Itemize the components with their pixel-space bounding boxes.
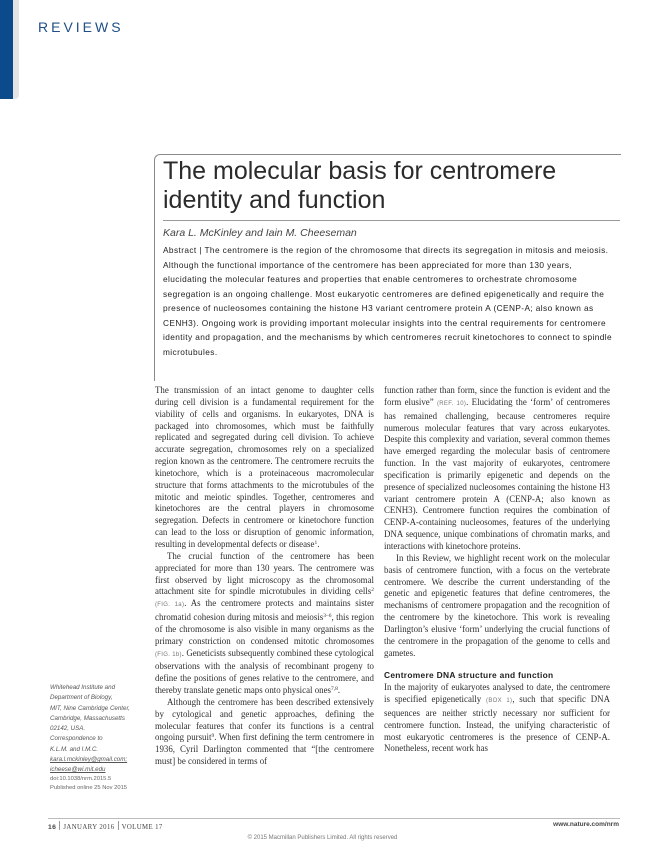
email-link[interactable]: kara.l.mckinley@gmail.com; <box>50 756 128 764</box>
body-column-1 <box>155 385 374 768</box>
paragraph-text: In the majority of eukaryotes analysed to date, the centromere is specified epigenetically <box>384 682 610 705</box>
footer-divider <box>48 818 620 819</box>
affiliation-line: K.L.M. and I.M.C. <box>50 745 99 753</box>
copyright-notice: © 2015 Macmillan Publishers Limited. All rights reserved <box>247 835 398 841</box>
box-ref-link[interactable]: (BOX 1) <box>486 698 513 705</box>
paragraph-text: The transmission of an intact genome to daughter cells during cell division is a fundamental requirement for the viability of cells and organisms. In eukaryotes, DNA is packaged into chromosomes, which must be faithfully replicated and segregated during cell division. To achieve accurate segregation, chromosomes rely on a specialized region known as the centromere. The centromere recruits the kinetochore, which is a proteinaceous macromolecular structure that forms attachments to the microtubules of the mitotic and meiotic spindles. Together, centromeres and kinetochores are the central players in chromosome segregation. Defects in centromere or kinetochore function can lead to the loss or disruption of genomic information, resulting in developmental defects or disease <box>155 385 374 549</box>
citation[interactable]: 3–6 <box>323 613 332 620</box>
citation[interactable]: 7,8 <box>330 686 338 693</box>
figure-ref-link[interactable]: (FIG. 1b) <box>155 651 182 658</box>
citation[interactable]: 1 <box>314 539 318 546</box>
body-column-2 <box>384 385 610 755</box>
section-color-bar <box>0 0 13 99</box>
doi[interactable]: doi:10.1038/nrm.2015.5 <box>50 776 112 782</box>
paragraph-text: . When first defining the term centromere in 1936, Cyril Darlington commented that “[the centromere must] be considered in terms of <box>155 732 375 767</box>
citation[interactable]: 9 <box>211 733 215 740</box>
abstract <box>163 243 615 359</box>
affiliation-line: Cambridge, Massachusetts <box>50 714 125 722</box>
issue-date: JANUARY 2016 <box>63 824 115 831</box>
paragraph-text: . <box>317 538 320 549</box>
published-date: Published online 25 Nov 2015 <box>50 785 128 791</box>
page-number: 16 <box>48 824 57 831</box>
paragraph-text: . Geneticists subsequently combined these cytological observations with the analysis of recombinant progeny to define the positions of genes relative to the centromere, and thereby translate genetic maps onto physical ones <box>155 647 374 696</box>
abstract-text: The centromere is the region of the chromosome that directs its segregation in mitosis and meiosis. Although the functional importance of the centromere has been appreciated for more than 130 years, elucidating the molecular features and properties that enable centromeres to orchestrate chromosome segregation is an ongoing challenge. Most eukaryotic centromeres are defined epigenetically and require the presence of nucleosomes containing the histone H3 variant centromere protein A (CENP-A; also known as CENH3). Ongoing work is providing important molecular insights into the central requirements for centromere identity and propagation, and the mechanisms by which centromeres recruit kinetochores to connect to spindle microtubules. <box>163 245 613 357</box>
email-link[interactable]: icheese@wi.mit.edu <box>50 766 106 774</box>
paragraph <box>155 697 374 768</box>
paragraph <box>155 385 374 551</box>
paragraph: In this Review, we highlight recent work on the molecular basis of centromere function, with a focus on the vertebrate centromere. We describe the current understanding of the genetic and epigenetic features that define centromeres, the mechanisms of centromere propagation and the recognition of the centromere by the kinetochore. This work is revealing Darlington’s elusive ‘form’ underlying the crucial functions of the centromere in the propagation of the genome to cells and gametes. <box>384 552 610 658</box>
section-label: REVIEWS <box>38 19 124 35</box>
paragraph-text: . Elucidating the ‘form’ of centromeres has remained challenging, because centromeres require numerous molecular features that vary across eukaryotes. Despite this complexity and variation, several common themes have emerged regarding the molecular basis of centromere function. In the vast majority of eukaryotes, centromere specification is primarily epigenetic and depends on the presence of specialized nucleosomes containing the histone H3 variant centromere protein A (CENP-A; also known as CENH3). Centromere function requires the combination of CENP-A-containing nucleosomes, features of the underlying DNA sequence, unique combinations of chromatin marks, and interactions with kinetochore proteins. <box>384 396 610 551</box>
paragraph-text: , such that specific DNA sequences are neither strictly necessary nor sufficient for centromere function. Instead, the unifying characteristic of most eukaryotic centromeres is the presence of CENP-A. Nonetheless, recent work has <box>384 694 610 754</box>
article-title: The molecular basis for centromere identity and function <box>163 157 557 214</box>
affiliation-line: MIT, Nine Cambridge Center, <box>50 704 130 712</box>
paragraph-text: , this region of the chromosome is also visible in many organisms as the primary constriction on condensed mitotic chromosomes <box>155 612 375 646</box>
affiliation-line: Whitehead Institute and <box>50 684 116 691</box>
footer-separator <box>59 821 60 830</box>
section-color-bar-shadow <box>13 0 19 99</box>
footer-issue-info <box>48 821 163 831</box>
affiliation-line: 02142, USA. <box>50 725 86 733</box>
paragraph-text: The crucial function of the centromere has been appreciated for more than 130 years. The centromere was first observed by light microscopy as the chromosomal attachment site for spindle microtubules in dividing cells <box>155 550 374 597</box>
paragraph-text: function rather than form, since the function is evident and the form elusive” <box>384 385 610 407</box>
footer-separator <box>118 821 119 830</box>
journal-url[interactable]: www.nature.com/nrm <box>553 821 619 828</box>
title-divider <box>163 220 620 221</box>
paragraph-text: . As the centromere protects and maintains sister chromatid cohesion during mitosis and meiosis <box>155 598 375 623</box>
paragraph <box>155 551 374 697</box>
figure-ref-link[interactable]: (FIG. 1a) <box>155 602 185 609</box>
affiliation-line: Department of Biology, <box>50 694 113 702</box>
paragraph-text: . <box>337 685 341 696</box>
abstract-label: Abstract | <box>163 245 202 255</box>
paragraph <box>384 385 610 553</box>
author-affiliation <box>50 683 150 776</box>
paragraph <box>384 682 610 755</box>
affiliation-line: Correspondence to <box>50 735 103 743</box>
article-authors: Kara L. McKinley and Iain M. Cheeseman <box>163 227 357 239</box>
volume: VOLUME 17 <box>121 824 163 831</box>
reference-link[interactable]: (REF. 10) <box>436 400 467 407</box>
doi-info <box>50 775 127 793</box>
citation[interactable]: 2 <box>371 587 374 594</box>
paragraph-text: Although the centromere has been described extensively by cytological and genetic approaches, defining the molecular features that confer its functions is a central ongoing pursuit <box>155 696 374 743</box>
section-heading: Centromere DNA structure and function <box>384 670 554 681</box>
